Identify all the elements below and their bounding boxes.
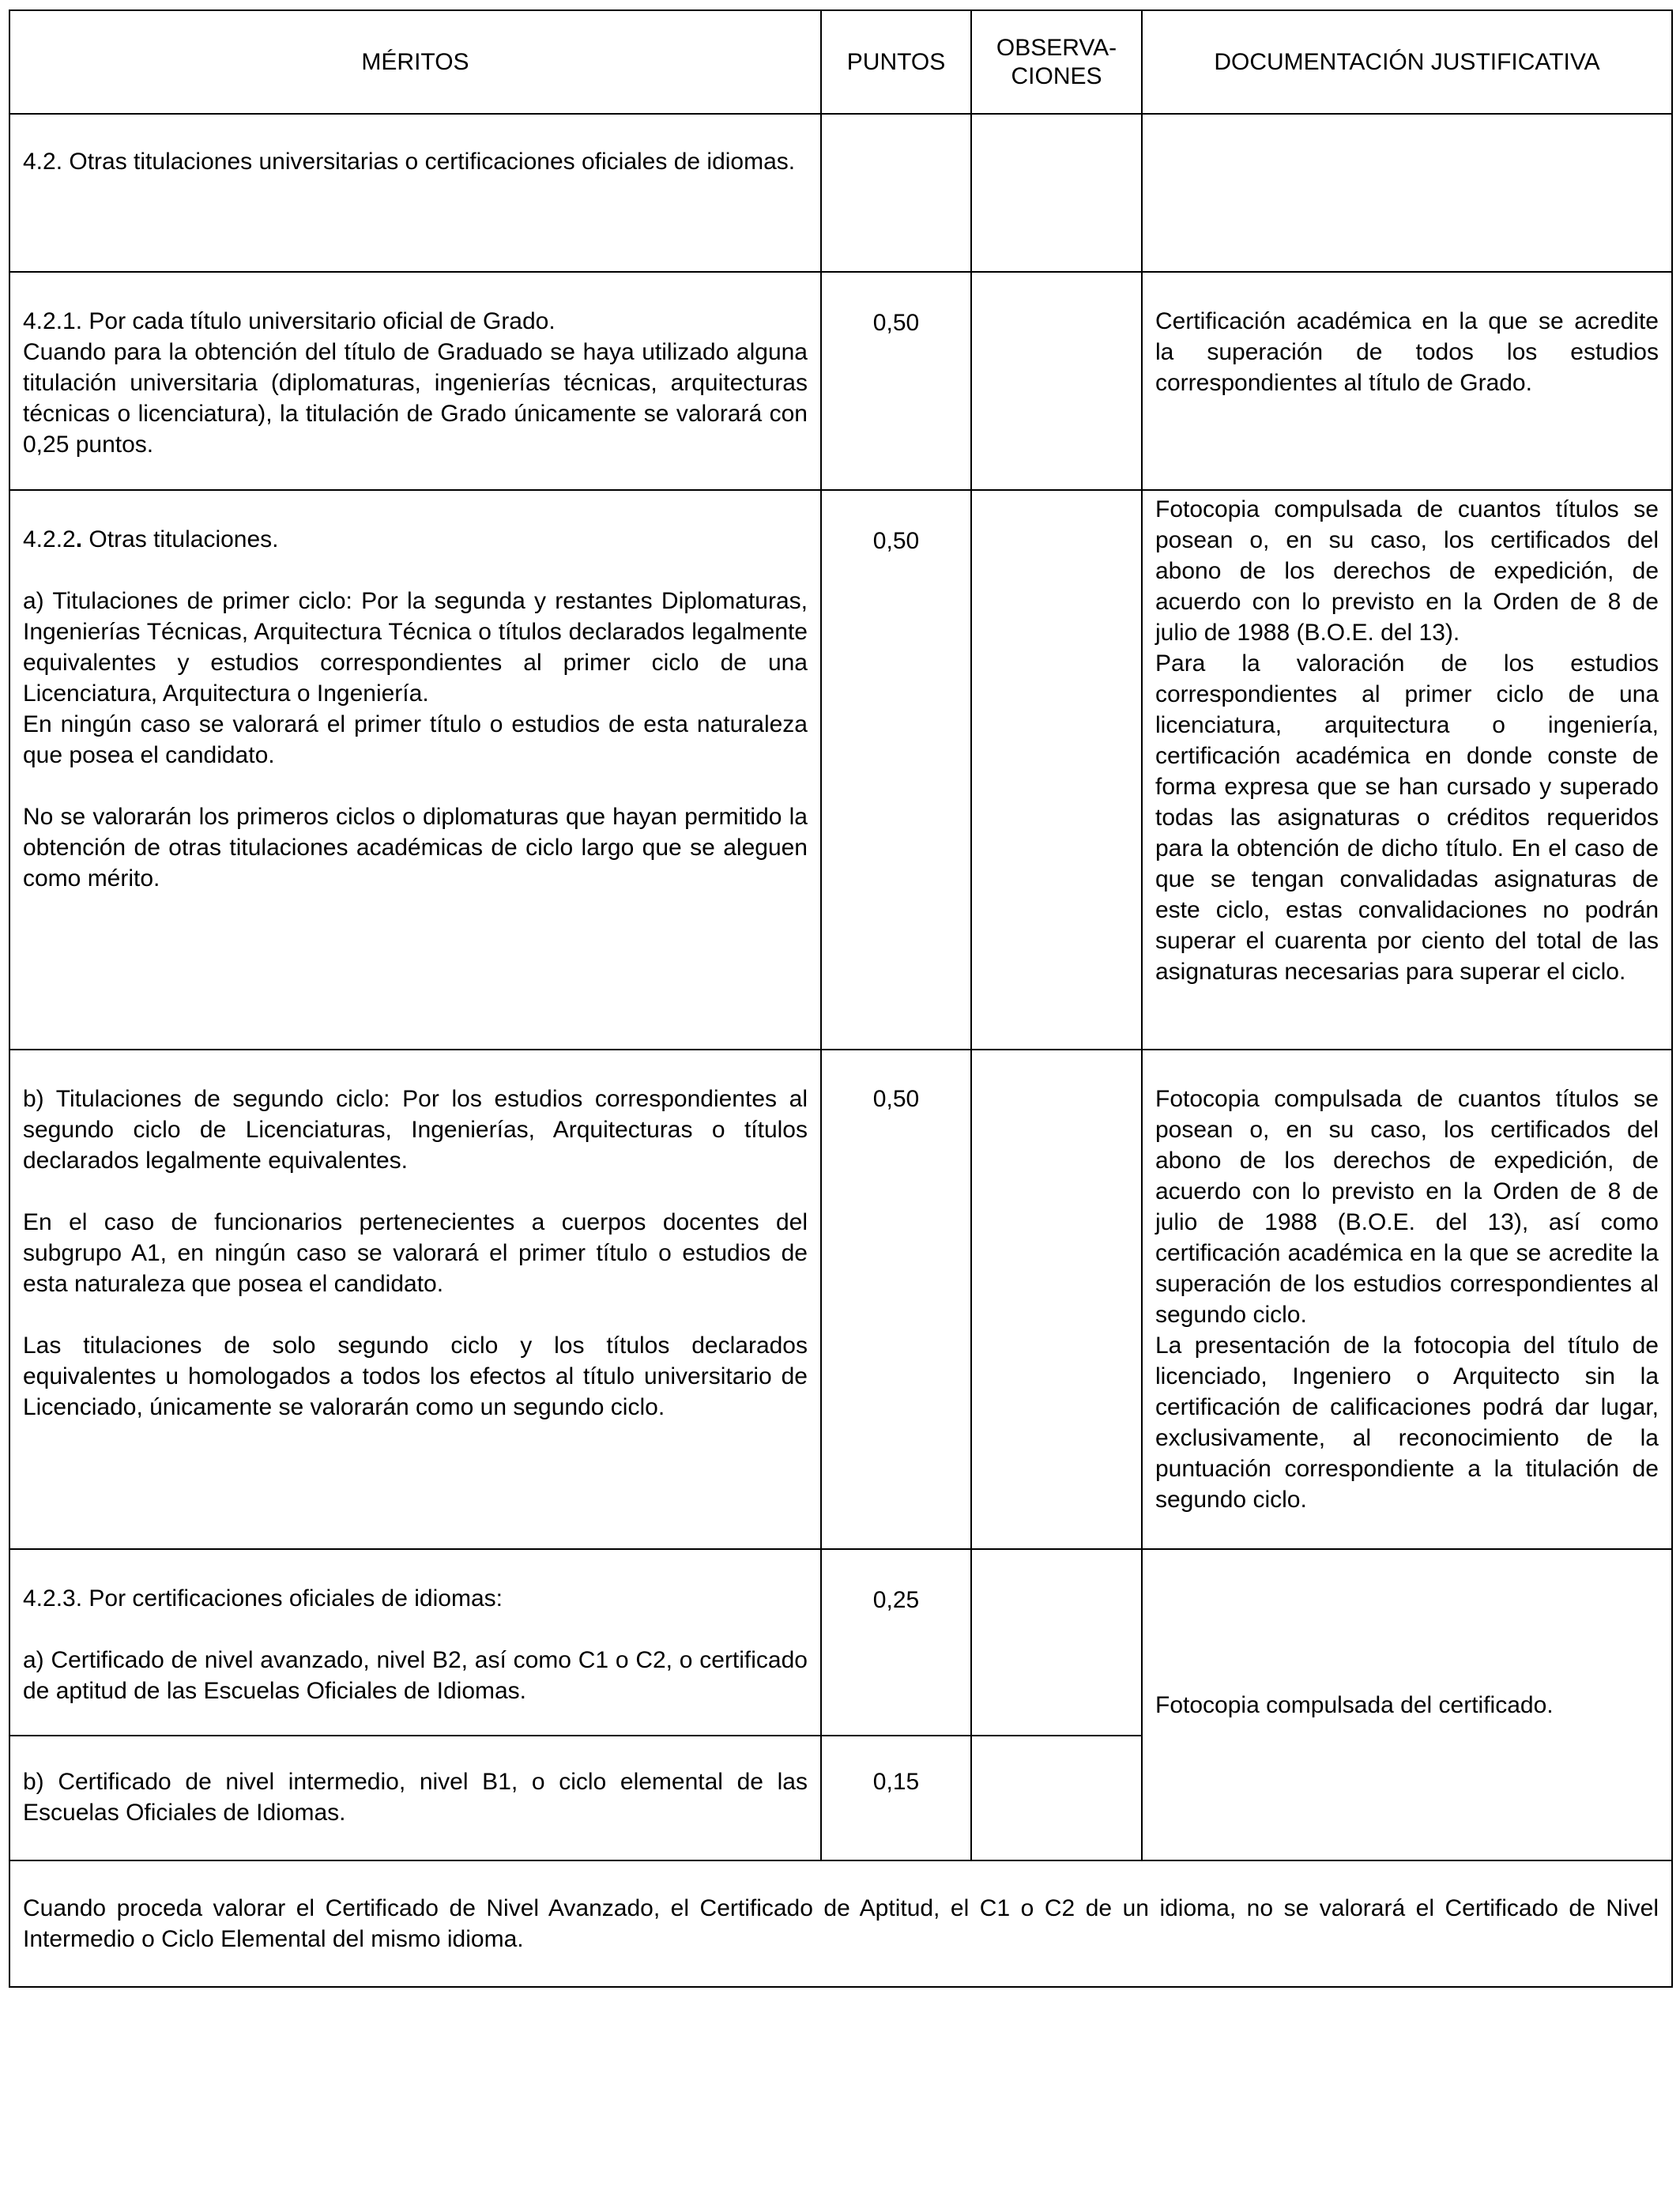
merits-table xyxy=(9,9,1673,1988)
merit-4-2-2-b-text1: b) Titulaciones de segundo ciclo: Por los estudios correspondientes al segundo ciclo de Licenciaturas, Ingenierías, Arquitecturas o títulos declarados legalmente equivalentes. xyxy=(23,1086,808,1174)
points-4-2-2-b: 0,50 xyxy=(821,1050,971,1549)
obs-4-2-3-a xyxy=(971,1549,1142,1736)
row-4-2 xyxy=(9,114,1672,272)
merit-4-2-3-title: 4.2.3. Por certificaciones oficiales de idiomas: xyxy=(23,1585,503,1612)
doc-4-2-2-a xyxy=(1142,490,1672,1050)
table-header-row xyxy=(9,10,1672,114)
footer-note: Cuando proceda valorar el Certificado de Nivel Avanzado, el Certificado de Aptitud, el C1 o C2 de un idioma, no se valorará el Certificado de Nivel Intermedio o Ciclo Elemental del mismo idioma. xyxy=(9,1860,1672,1987)
row-footer-note xyxy=(9,1860,1672,1987)
points-4-2-3-a: 0,25 xyxy=(821,1549,971,1736)
obs-4-2-1 xyxy=(971,272,1142,490)
merit-4-2-1 xyxy=(9,272,821,490)
doc-4-2-2-b xyxy=(1142,1050,1672,1549)
merit-4-2-3-a xyxy=(9,1549,821,1736)
doc-4-2-2-a-1: Fotocopia compulsada de cuantos títulos se posean o, en su caso, los certificados del abono de los derechos de expedición, de acuerdo con lo previsto en la Orden de 8 de julio de 1988 (B.O.E. del 13). xyxy=(1155,496,1659,646)
merit-4-2-2-b-text2: En el caso de funcionarios pertenecientes a cuerpos docentes del subgrupo A1, en ningún caso se valorará el primer título o estudios de esta naturaleza que posea el candidato. xyxy=(23,1209,808,1297)
merit-4-2-3-a-text: a) Certificado de nivel avanzado, nivel B2, así como C1 o C2, o certificado de aptitud de las Escuelas Oficiales de Idiomas. xyxy=(23,1647,808,1704)
obs-4-2-3-b xyxy=(971,1736,1142,1860)
doc-4-2 xyxy=(1142,114,1672,272)
obs-4-2 xyxy=(971,114,1142,272)
row-4-2-2-a xyxy=(9,490,1672,1050)
merit-4-2-2-a-text2: En ningún caso se valorará el primer título o estudios de esta naturaleza que posea el candidato. xyxy=(23,711,808,768)
merit-4-2-3-b-text: b) Certificado de nivel intermedio, nivel B1, o ciclo elemental de las Escuelas Oficiales de Idiomas. xyxy=(9,1736,821,1860)
points-4-2-1: 0,50 xyxy=(821,272,971,490)
header-meritos: MÉRITOS xyxy=(9,10,821,114)
merit-4-2-title: 4.2. Otras titulaciones universitarias o certificaciones oficiales de idiomas. xyxy=(9,114,821,272)
merit-4-2-2-b-text3: Las titulaciones de solo segundo ciclo y los títulos declarados equivalentes u homologados a todos los efectos al título universitario de Licenciado, únicamente se valorarán como un segundo ciclo. xyxy=(23,1333,808,1420)
row-4-2-3-a xyxy=(9,1549,1672,1736)
merit-4-2-2-title: 4.2.2. Otras titulaciones. xyxy=(23,526,279,552)
obs-4-2-2-b xyxy=(971,1050,1142,1549)
merit-4-2-1-text: Cuando para la obtención del título de Graduado se haya utilizado alguna titulación universitaria (diplomaturas, ingenierías técnicas, arquitecturas técnicas o licenciatura), la titulación de Grado únicamente se valorará con 0,25 puntos. xyxy=(23,339,808,458)
row-4-2-2-b xyxy=(9,1050,1672,1549)
merit-4-2-2-a-text: a) Titulaciones de primer ciclo: Por la segunda y restantes Diplomaturas, Ingenierías Técnicas, Arquitectura Técnica o títulos declarados legalmente equivalentes y estudios correspondientes al primer ciclo de una Licenciatura, Arquitectura o Ingeniería. xyxy=(23,588,808,707)
row-4-2-1 xyxy=(9,272,1672,490)
header-documentacion: DOCUMENTACIÓN JUSTIFICATIVA xyxy=(1142,10,1672,114)
doc-4-2-2-a-2: Para la valoración de los estudios correspondientes al primer ciclo de una licenciatura, arquitectura o ingeniería, certificación académica en donde conste de forma expresa que se han cursado y superado todas las asignaturas o créditos requeridos para la obtención de dicho título. En el caso de que se tengan convalidadas asignaturas de este ciclo, estas convalidaciones no podrán superar el cuarenta por ciento del total de las asignaturas necesarias para superar el ciclo. xyxy=(1155,650,1659,985)
points-4-2-3-b: 0,15 xyxy=(821,1736,971,1860)
doc-4-2-1: Certificación académica en la que se acredite la superación de todos los estudios correspondientes al título de Grado. xyxy=(1142,272,1672,490)
points-4-2-2-a: 0,50 xyxy=(821,490,971,1050)
header-puntos: PUNTOS xyxy=(821,10,971,114)
doc-4-2-2-b-2: La presentación de la fotocopia del título de licenciado, Ingeniero o Arquitecto sin la certificación de calificaciones podrá dar lugar, exclusivamente, al reconocimiento de la puntuación correspondiente a la titulación de segundo ciclo. xyxy=(1155,1333,1659,1513)
merit-4-2-1-title: 4.2.1. Por cada título universitario oficial de Grado. xyxy=(23,308,556,334)
doc-4-2-3: Fotocopia compulsada del certificado. xyxy=(1142,1549,1672,1860)
points-4-2 xyxy=(821,114,971,272)
header-observaciones: OBSERVA- CIONES xyxy=(971,10,1142,114)
obs-4-2-2-a xyxy=(971,490,1142,1050)
merit-4-2-2-a xyxy=(9,490,821,1050)
merit-4-2-2-a-text3: No se valorarán los primeros ciclos o diplomaturas que hayan permitido la obtención de otras titulaciones académicas de ciclo largo que se aleguen como mérito. xyxy=(23,804,808,892)
doc-4-2-2-b-1: Fotocopia compulsada de cuantos títulos se posean o, en su caso, los certificados del abono de los derechos de expedición, de acuerdo con lo previsto en la Orden de 8 de julio de 1988 (B.O.E. del 13), así como certificación académica en la que se acredite la superación de los estudios correspondientes al segundo ciclo. xyxy=(1155,1086,1659,1328)
merit-4-2-2-b xyxy=(9,1050,821,1549)
